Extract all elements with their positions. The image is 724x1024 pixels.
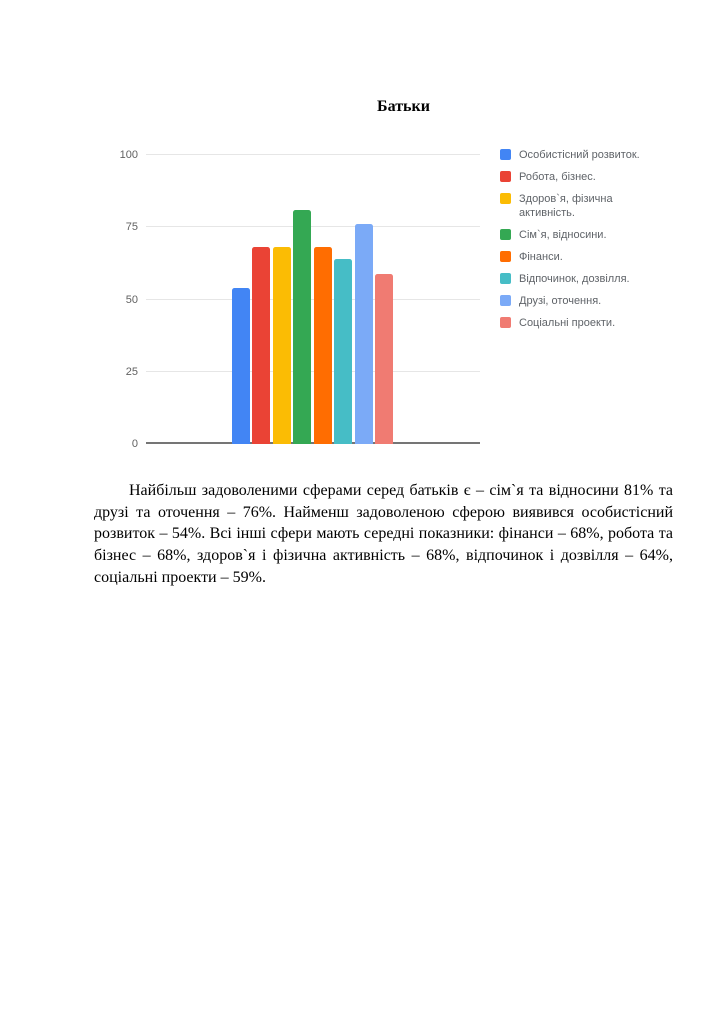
legend-swatch-icon (500, 273, 511, 284)
bar-chart (97, 140, 710, 460)
legend-swatch-icon (500, 171, 511, 182)
legend-item (500, 148, 660, 162)
bar-7 (355, 224, 373, 444)
legend-swatch-icon (500, 229, 511, 240)
legend-item (500, 170, 660, 184)
legend-label: Фінанси. (519, 251, 563, 263)
bar-2 (252, 247, 270, 444)
y-axis (97, 140, 138, 460)
gridline (146, 154, 480, 155)
gridline (146, 226, 480, 227)
y-axis-label: 100 (119, 149, 138, 161)
bar-5 (314, 247, 332, 444)
legend (500, 148, 660, 330)
bar-6 (334, 259, 352, 444)
bar-1 (232, 288, 250, 444)
legend-swatch-icon (500, 295, 511, 306)
bar-3 (273, 247, 291, 444)
legend-label: Здоров`я, фізична активність. (519, 193, 613, 219)
legend-swatch-icon (500, 251, 511, 262)
legend-item (500, 316, 660, 330)
legend-item (500, 192, 660, 220)
legend-swatch-icon (500, 317, 511, 328)
legend-label: Особистісний розвиток. (519, 149, 640, 161)
y-axis-label: 50 (125, 293, 138, 306)
y-axis-label: 75 (125, 221, 138, 234)
legend-label: Сім`я, відносини. (519, 229, 607, 241)
legend-label: Робота, бізнес. (519, 171, 596, 183)
legend-label: Відпочинок, дозвілля. (519, 273, 630, 285)
legend-item (500, 294, 660, 308)
y-axis-label: 0 (131, 438, 138, 450)
chart-title: Батьки (377, 98, 430, 115)
legend-label: Соціальні проекти. (519, 317, 616, 329)
bar-4 (293, 210, 311, 444)
legend-item (500, 228, 660, 242)
legend-item (500, 272, 660, 286)
plot-area (146, 155, 480, 444)
legend-label: Друзі, оточення. (519, 295, 602, 307)
legend-item (500, 250, 660, 264)
legend-swatch-icon (500, 149, 511, 160)
bar-8 (375, 274, 393, 445)
legend-swatch-icon (500, 193, 511, 204)
body-paragraph: Найбільш задоволеними сферами серед батьків є – сім`я та відносини 81% та друзі та оточення – 76%. Найменш задоволеною сферою виявився особистісний розвиток – 54%. Всі інші сфери мають середні показники: фінанси – 68%, робота та бізнес – 68%, здоров`я і фізична активність – 68%, відпочинок і дозвілля – 64%, соціальні проекти – 59%. (94, 482, 673, 586)
y-axis-label: 25 (125, 365, 138, 378)
